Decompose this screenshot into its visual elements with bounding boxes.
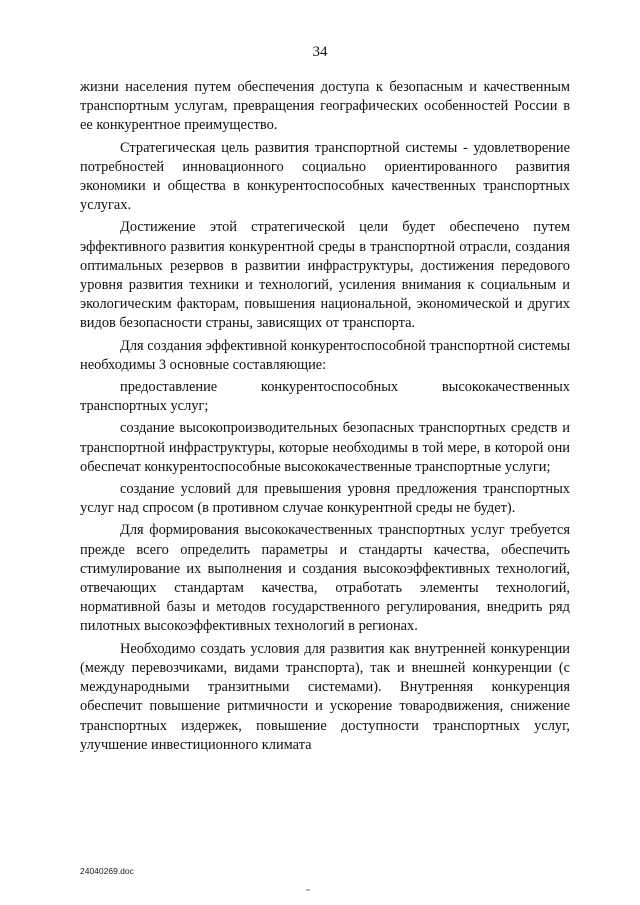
paragraph-3: Достижение этой стратегической цели будет обеспечено путем эффективного развития конкурентной среды в транспортной отрасли, создания оптимальных резервов в развитии инфраструктуры, достижения передового уровня развития техники и технологий, усиления внимания к социальным и экологическим факторам, повышения национальной, экономической и других видов безопасности страны, зависящих от транспорта. [80, 219, 570, 332]
list-item-2: создание высокопроизводительных безопасных транспортных средств и транспортной инфраструктуры, которые необходимы в той мере, в которой они обеспечат конкурентоспособные высококачественные транспортные услуги; [80, 420, 570, 475]
paragraph-5: Для формирования высококачественных транспортных услуг требуется прежде всего определить параметры и стандарты качества, обеспечить стимулирование их выполнения и создания высокоэффективных технологий, отвечающих стандартам качества, отработать элементы технологий, нормативной базы и методов государственного регулирования, внедрить ряд пилотных высокоэффективных технологий в регионах. [80, 522, 570, 635]
page-number: 34 [312, 44, 328, 60]
paragraph-4: Для создания эффективной конкурентоспособной транспортной системы необходимы 3 основные составляющие: [80, 337, 570, 373]
paragraph-1: жизни населения путем обеспечения доступа к безопасным и качественным транспортным услугам, превращения географических особенностей России в ее конкурентное преимущество. [80, 79, 570, 134]
document-body [80, 78, 570, 755]
paragraph-6: Необходимо создать условия для развития как внутренней конкуренции (между перевозчиками, видами транспорта), так и внешней конкуренции (с международными транзитными системами). Внутренняя конкуренция обеспечит повышение ритмичности и ускорение товародвижения, снижение транспортных издержек, повышение доступности транспортных услуг, улучшение инвестиционного климата [80, 640, 570, 753]
footer-file-code: 24040269.doc [80, 866, 134, 876]
list-item-3: создание условий для превышения уровня предложения транспортных услуг над спросом (в противном случае конкурентной среды не будет). [80, 481, 570, 517]
paragraph-2: Стратегическая цель развития транспортной системы - удовлетворение потребностей инновационного социально ориентированного развития экономики и общества в конкурентоспособных качественных транспортных услугах. [80, 139, 570, 214]
scan-mark [306, 889, 310, 891]
list-item-1: предоставление конкурентоспособных высококачественных транспортных услуг; [80, 379, 570, 415]
